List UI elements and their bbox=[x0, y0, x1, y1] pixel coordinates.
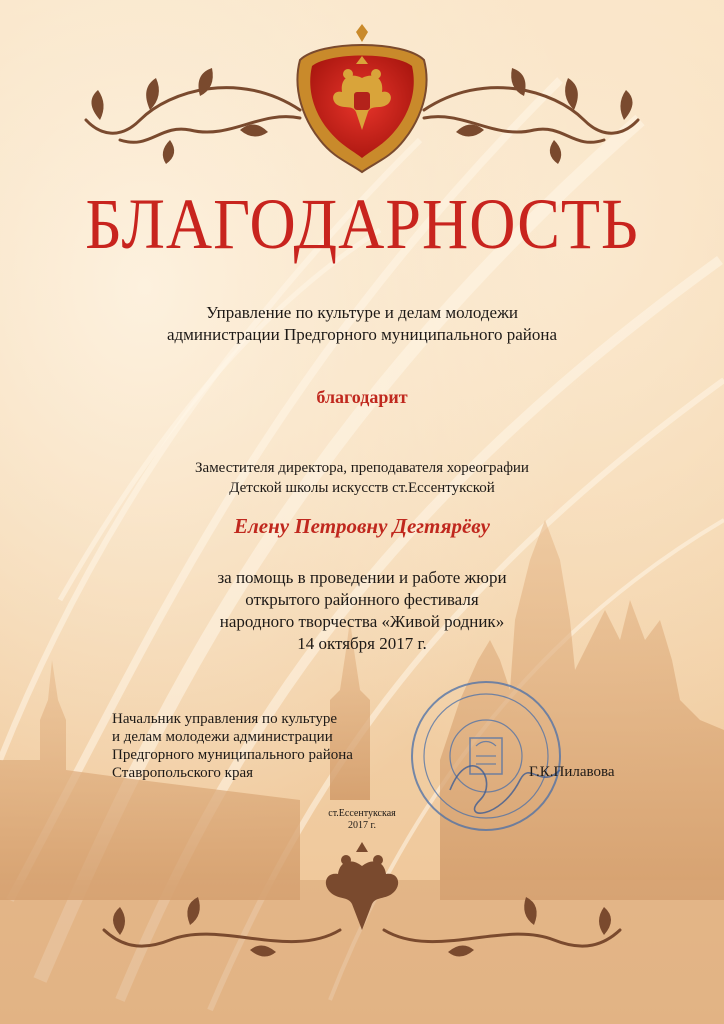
issuer-line: администрации Предгорного муниципального района bbox=[166, 325, 558, 344]
position-line: Заместителя директора, преподавателя хореографии bbox=[195, 460, 529, 476]
signatory-title-line: Ставропольского края bbox=[112, 765, 253, 781]
reason-line: открытого районного фестиваля bbox=[245, 590, 479, 609]
signatory-title-line: Начальник управления по культуре bbox=[112, 711, 338, 727]
reason-line: за помощь в проведении и работе жюри bbox=[217, 568, 507, 587]
award-reason bbox=[0, 567, 724, 655]
position-line: Детской школы искусств ст.Ессентукской bbox=[229, 480, 495, 496]
issuer-line: Управление по культуре и делам молодежи bbox=[206, 303, 518, 322]
place-line: ст.Ессентукская bbox=[328, 808, 396, 819]
signatory-name: Г.К.Пилавова bbox=[529, 764, 615, 780]
document-title: БЛАГОДАРНОСТЬ bbox=[85, 184, 639, 264]
recipient-name: Елену Петровну Дегтярёву bbox=[233, 514, 490, 538]
issuer-organization bbox=[0, 302, 724, 346]
event-date: 14 октября 2017 г. bbox=[297, 634, 427, 653]
signatory-title-line: и делам молодежи администрации bbox=[112, 729, 333, 745]
recipient-position bbox=[0, 458, 724, 498]
thanks-verb: благодарит bbox=[316, 387, 408, 407]
signatory-title-line: Предгорного муниципального района bbox=[112, 747, 353, 763]
year-line: 2017 г. bbox=[348, 820, 376, 831]
signatory-title bbox=[112, 710, 412, 782]
reason-line: народного творчества «Живой родник» bbox=[219, 612, 505, 631]
place-and-year bbox=[300, 808, 424, 832]
